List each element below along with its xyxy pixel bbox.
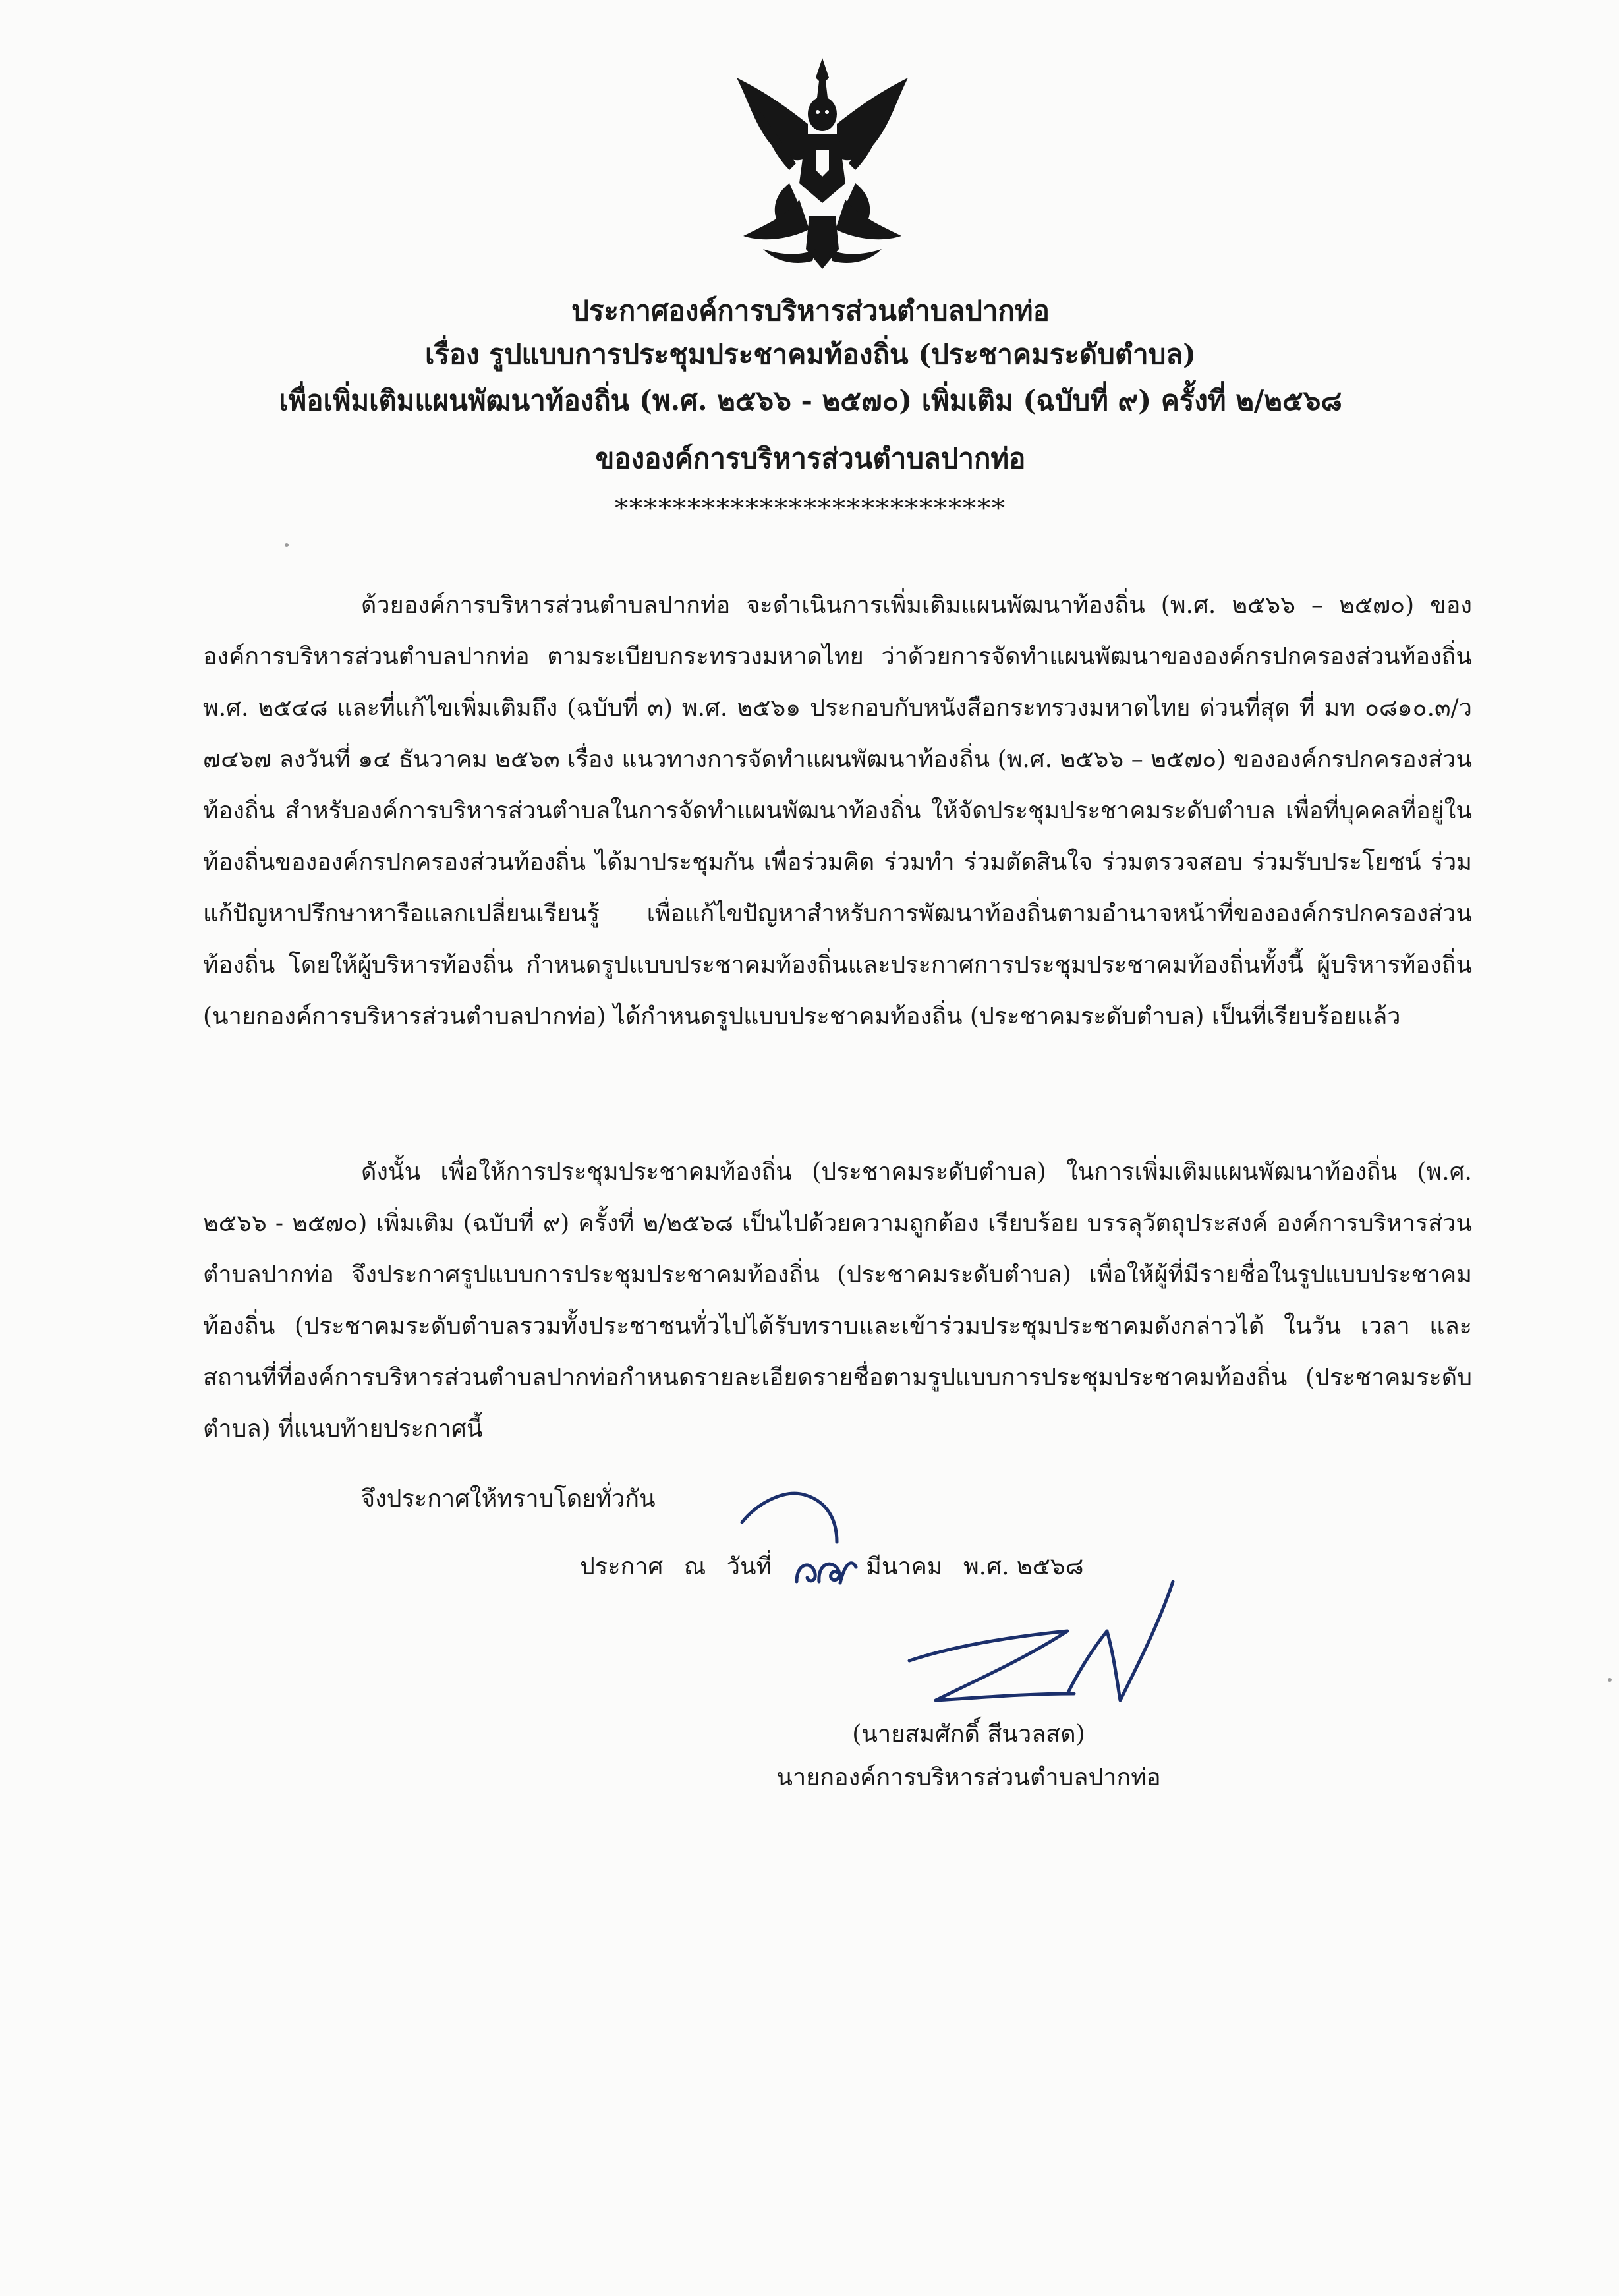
heading-org: ประกาศองค์การบริหารส่วนตำบลปากท่อ <box>571 295 1050 327</box>
signer-title: นายกองค์การบริหารส่วนตำบลปากท่อ <box>776 1764 1161 1791</box>
heading-subject: เรื่อง รูปแบบการประชุมประชาคมท้องถิ่น (ประชาคมระดับตำบล) <box>425 338 1196 370</box>
signer-name: (นายสมศักดิ์ สีนวลสด) <box>852 1721 1085 1748</box>
body-paragraph-2 <box>203 1147 1472 1455</box>
signature <box>857 1568 1186 1733</box>
heading-plan: เพื่อเพิ่มเติมแผนพัฒนาท้องถิ่น (พ.ศ. ๒๕๖๖ - ๒๕๗๐) เพิ่มเติม (ฉบับที่ ๙) ครั้งที่ ๒/๒๕๖๘ <box>279 384 1342 416</box>
garuda-emblem-icon <box>724 51 921 275</box>
handwritten-day <box>793 1549 859 1588</box>
paragraph-2-text: ดังนั้น เพื่อให้การประชุมประชาคมท้องถิ่น (ประชาคมระดับตำบล) ในการเพิ่มเติมแผนพัฒนาท้องถิ่น (พ.ศ. ๒๕๖๖ - ๒๕๗๐) เพิ่มเติม (ฉบับที่ ๙) ครั้งที่ ๒/๒๕๖๘ เป็นไปด้วยความถูกต้อง เรียบร้อย บรรลุวัตถุประสงค์ องค์การบริหารส่วนตำบลปากท่อ จึงประกาศรูปแบบการประชุมประชาคมท้องถิ่น (ประชาคมระดับตำบล) เพื่อให้ผู้ที่มีรายชื่อในรูปแบบประชาคมท้องถิ่น (ประชาคมระดับตำบลรวมทั้งประชาชนทั่วไปได้รับทราบและเข้าร่วมประชุมประชาคมดังกล่าวได้ ในวัน เวลา และสถานที่ที่องค์การบริหารส่วนตำบลปากท่อกำหนดรายละเอียดรายชื่อตามรูปแบบการประชุมประชาคมท้องถิ่น (ประชาคมระดับตำบล) ที่แนบท้ายประกาศนี้ <box>203 1159 1472 1443</box>
handwritten-day-loop <box>738 1483 843 1555</box>
paragraph-1-text: ด้วยองค์การบริหารส่วนตำบลปากท่อ จะดำเนินการเพิ่มเติมแผนพัฒนาท้องถิ่น (พ.ศ. ๒๕๖๖ – ๒๕๗๐) ขององค์การบริหารส่วนตำบลปากท่อ ตามระเบียบกระทรวงมหาดไทย ว่าด้วยการจัดทำแผนพัฒนาขององค์กรปกครองส่วนท้องถิ่น พ.ศ. ๒๕๔๘ และที่แก้ไขเพิ่มเติมถึง (ฉบับที่ ๓) พ.ศ. ๒๕๖๑ ประกอบกับหนังสือกระทรวงมหาดไทย ด่วนที่สุด ที่ มท ๐๘๑๐.๓/ว ๗๔๖๗ ลงวันที่ ๑๔ ธันวาคม ๒๕๖๓ เรื่อง แนวทางการจัดทำแผนพัฒนาท้องถิ่น (พ.ศ. ๒๕๖๖ – ๒๕๗๐) ขององค์กรปกครองส่วนท้องถิ่น สำหรับองค์การบริหารส่วนตำบลในการจัดทำแผนพัฒนาท้องถิ่น ให้จัดประชุมประชาคมระดับตำบล เพื่อที่บุคคลที่อยู่ในท้องถิ่นขององค์กรปกครองส่วนท้องถิ่น ได้มาประชุมกัน เพื่อร่วมคิด ร่วมทำ ร่วมตัดสินใจ ร่วมตรวจสอบ ร่วมรับประโยชน์ ร่วมแก้ปัญหาปรึกษาหารือแลกเปลี่ยนเรียนรู้ เพื่อแก้ไขปัญหาสำหรับการพัฒนาท้องถิ่นตามอำนาจหน้าที่ขององค์กรปกครองส่วนท้องถิ่น โดยให้ผู้บริหารท้องถิ่น กำหนดรูปแบบประชาคมท้องถิ่นและประกาศการประชุมประชาคมท้องถิ่นทั้งนี้ ผู้บริหารท้องถิ่น (นายกองค์การบริหารส่วนตำบลปากท่อ) ได้กำหนดรูปแบบประชาคมท้องถิ่น (ประชาคมระดับตำบล) เป็นที่เรียบร้อยแล้ว <box>203 592 1472 1030</box>
announce-label: ประกาศ <box>580 1553 664 1580</box>
heading-owner: ขององค์การบริหารส่วนตำบลปากท่อ <box>595 442 1026 474</box>
closing-statement: จึงประกาศให้ทราบโดยทั่วกัน <box>361 1485 656 1512</box>
scan-speck <box>285 543 289 547</box>
separator-stars: *************************** <box>615 494 1006 524</box>
year: พ.ศ. ๒๕๖๘ <box>963 1553 1084 1580</box>
scan-speck <box>1608 1678 1612 1682</box>
day-label: วันที่ <box>726 1553 772 1580</box>
announcement-date <box>580 1547 1097 1588</box>
body-paragraph-1 <box>203 580 1472 1043</box>
month: มีนาคม <box>866 1553 943 1580</box>
at-label: ณ <box>683 1553 706 1580</box>
